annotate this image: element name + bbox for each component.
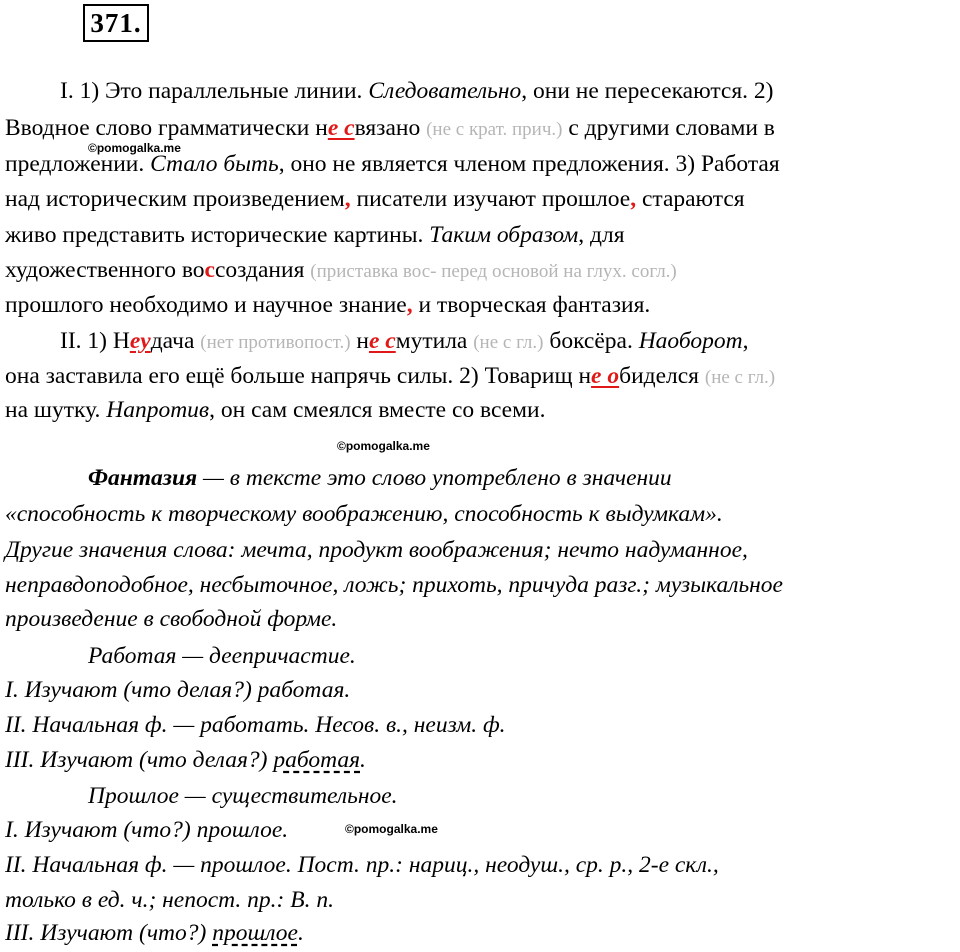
punctuation-highlight: , (630, 186, 637, 212)
watermark: ©pomogalka.me (88, 141, 181, 155)
spelling-highlight: с (204, 257, 215, 283)
text-line: III. Изучают (что?) прошлое. (5, 920, 304, 946)
text-line: Работая — деепричастие. (88, 643, 356, 669)
text-line: III. Изучают (что делая?) работая. (5, 747, 366, 773)
spelling-note: (нет противопост.) (200, 332, 351, 353)
text-line: неправдоподобное, несбыточное, ложь; прихоть, причуда разг.; музыкальное (5, 572, 783, 598)
spelling-highlight: е с (368, 328, 396, 354)
punctuation-highlight: , (406, 292, 413, 318)
spelling-note: (приставка вос- перед основой на глух. согл.) (310, 261, 677, 282)
text-line: I. 1) Это параллельные линии. Следовательно, они не пересекаются. 2) (60, 78, 774, 104)
text-line: I. Изучают (что делая?) работая. (5, 677, 351, 703)
text-line: II. 1) Неудача (нет противопост.) не смутила (не с гл.) боксёра. Наоборот, (60, 328, 749, 354)
text-line: она заставила его ещё больше напрячь силы. 2) Товарищ не обиделся (не с гл.) (5, 363, 776, 389)
text-line: над историческим произведением, писатели изучают прошлое, стараются (5, 186, 745, 212)
text-line: живо представить исторические картины. Таким образом, для (5, 222, 625, 248)
spelling-highlight: е с (327, 115, 355, 141)
text-line: II. Начальная ф. — прошлое. Пост. пр.: нариц., неодуш., ср. р., 2-е скл., (5, 852, 719, 878)
spelling-note: (не с гл.) (473, 332, 544, 353)
text-line: Прошлое — существительное. (88, 783, 398, 809)
text-line: II. Начальная ф. — работать. Несов. в., неизм. ф. (5, 712, 506, 738)
text-line: на шутку. Напротив, он сам смеялся вместе со всеми. (5, 397, 546, 423)
text-line: произведение в свободной форме. (5, 606, 338, 632)
spelling-highlight: е о (591, 363, 620, 389)
spelling-highlight: еу (129, 328, 151, 354)
watermark: ©pomogalka.me (337, 439, 430, 453)
text-line: прошлого необходимо и научное знание, и творческая фантазия. (5, 292, 651, 318)
underlined-word: работая (273, 747, 361, 773)
text-line: Вводное слово грамматически не связано (не с крат. прич.) с другими словами в (5, 115, 775, 141)
spelling-note: (не с крат. прич.) (426, 119, 563, 140)
underlined-word: прошлое (212, 920, 298, 946)
text-line: Другие значения слова: мечта, продукт воображения; нечто надуманное, (5, 537, 748, 563)
text-line: художественного воссоздания (приставка вос- перед основой на глух. согл.) (5, 257, 677, 283)
text-line: только в ед. ч.; непост. пр.: В. п. (5, 887, 334, 913)
text-line: Фантазия — в тексте это слово употреблено в значении (88, 465, 672, 491)
spelling-note: (не с гл.) (704, 367, 776, 388)
text-line: предложении. Стало быть, оно не является членом предложения. 3) Работая (5, 151, 780, 177)
text-line: I. Изучают (что?) прошлое. (5, 817, 289, 843)
watermark: ©pomogalka.me (345, 822, 438, 836)
text-line: «способность к творческому воображению, способность к выдумкам». (5, 501, 723, 527)
exercise-number: 371. (83, 4, 149, 42)
punctuation-highlight: , (344, 186, 351, 212)
